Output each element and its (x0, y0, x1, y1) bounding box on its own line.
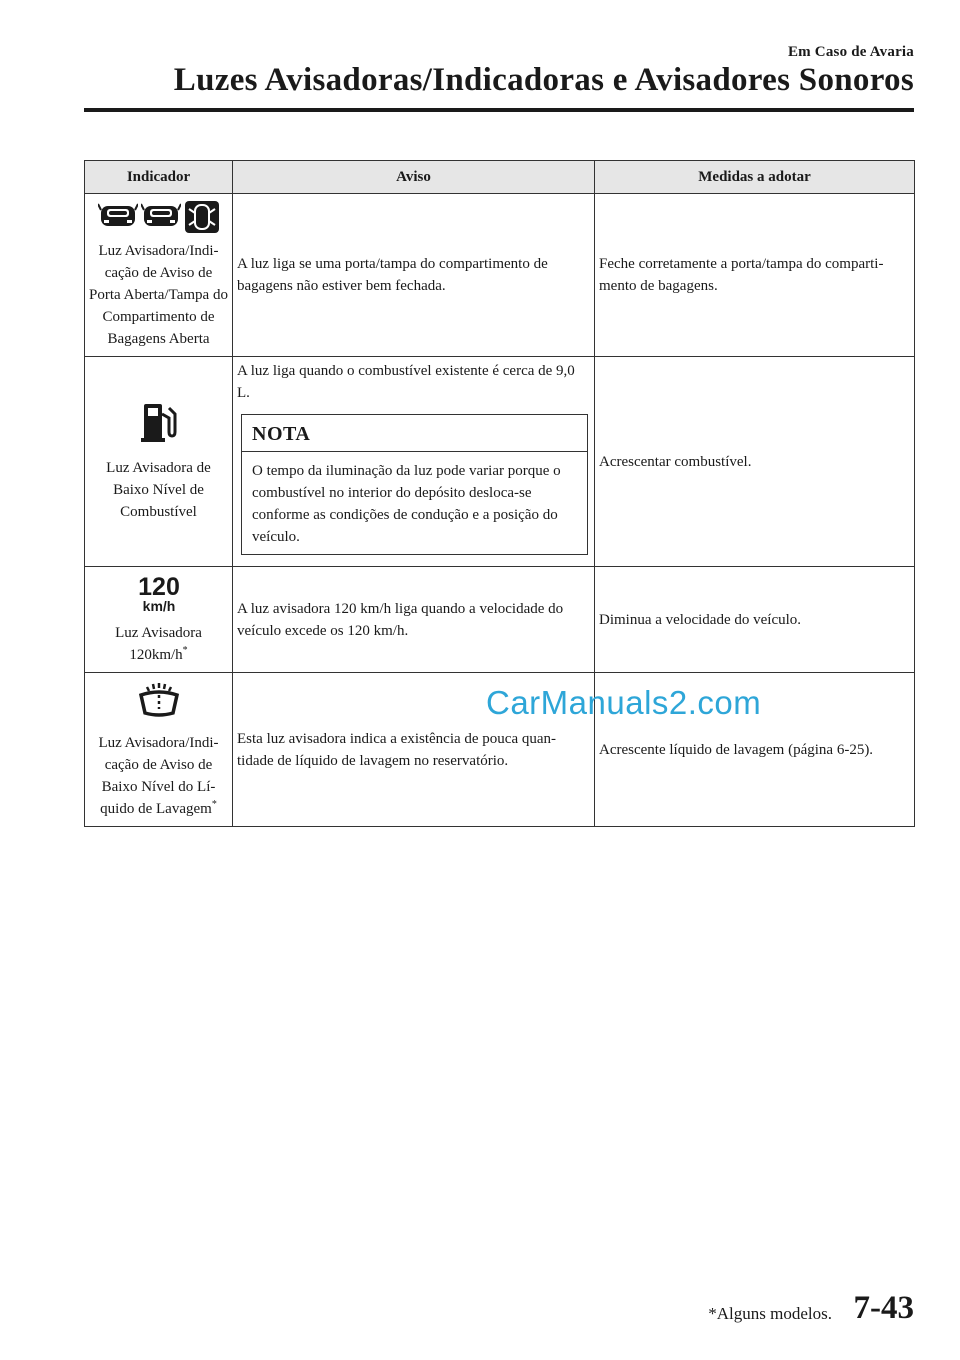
action-cell (595, 194, 915, 357)
indicator-cell (85, 194, 233, 357)
indicator-cell (85, 357, 233, 567)
speed-120-number: 120 (137, 573, 180, 601)
car-top-view-icon (184, 200, 220, 234)
warning-cell (233, 194, 595, 357)
column-header-action: Medidas a adotar (595, 161, 915, 194)
door-open-icon (89, 200, 228, 234)
warning-cell (233, 357, 595, 567)
action-text: Acrescentar combustível. (599, 453, 752, 470)
page-number: 7-43 (853, 1290, 914, 1326)
watermark: CarManuals2.com (486, 684, 762, 721)
warning-text: A luz liga quando o combustível existente é cerca de 9,0 L. (237, 363, 575, 401)
section-label: Em Caso de Avaria (787, 44, 914, 60)
washer-fluid-icon (135, 679, 183, 719)
fuel-pump-icon (141, 400, 177, 444)
action-cell (595, 357, 915, 567)
action-text: Diminua a velocidade do veículo. (599, 611, 802, 628)
indicator-label-text: Luz Avisadora/Indi-cação de Aviso de Baixo Nível do Lí-quido de Lavagem (98, 735, 219, 817)
note-box (241, 414, 588, 555)
speed-120-unit: km/h (142, 598, 175, 613)
indicator-cell (85, 567, 233, 673)
column-header-warning: Aviso (233, 161, 595, 194)
indicator-label: Luz Avisadora de Baixo Nível de Combustível (106, 460, 211, 520)
indicator-table (84, 160, 915, 827)
indicator-label-text: Luz Avisadora 120km/h (115, 625, 202, 663)
indicator-label (89, 732, 228, 820)
table-row (85, 357, 915, 567)
model-footnote-mark: * (211, 799, 217, 810)
note-text: O tempo da iluminação da luz pode variar porque o combustível no interior do depósito desloca-se conforme as condições de condução e a posição do veículo. (252, 463, 561, 545)
car-door-right-icon (141, 200, 181, 230)
table-header-row (85, 161, 915, 194)
action-text: Feche corretamente a porta/tampa do comparti-mento de bagagens. (599, 256, 884, 294)
warning-text: A luz liga se uma porta/tampa do compartimento de bagagens não estiver bem fechada. (237, 256, 548, 294)
indicator-label: Luz Avisadora/Indi-cação de Aviso de Porta Aberta/Tampa do Compartimento de Bagagens Aberta (89, 243, 228, 347)
indicator-label (89, 622, 228, 666)
column-header-indicator: Indicador (85, 161, 233, 194)
warning-cell (233, 567, 595, 673)
table-row (85, 194, 915, 357)
page-title: Luzes Avisadoras/Indicadoras e Avisadores Sonoros (173, 62, 914, 98)
title-rule (84, 108, 914, 112)
note-title: NOTA (242, 415, 587, 452)
warning-text: A luz avisadora 120 km/h liga quando a velocidade do veículo excede os 120 km/h. (237, 600, 564, 639)
action-text: Acrescente líquido de lavagem (página 6-25). (599, 741, 874, 758)
footnote: *Alguns modelos. (708, 1304, 832, 1323)
speed-120-icon (135, 573, 183, 613)
indicator-cell (85, 673, 233, 827)
car-door-left-icon (98, 200, 138, 230)
action-cell (595, 567, 915, 673)
table-row (85, 567, 915, 673)
model-footnote-mark: * (182, 645, 188, 656)
warning-text: Esta luz avisadora indica a existência de pouca quan-tidade de líquido de lavagem no reservatório. (237, 730, 557, 769)
